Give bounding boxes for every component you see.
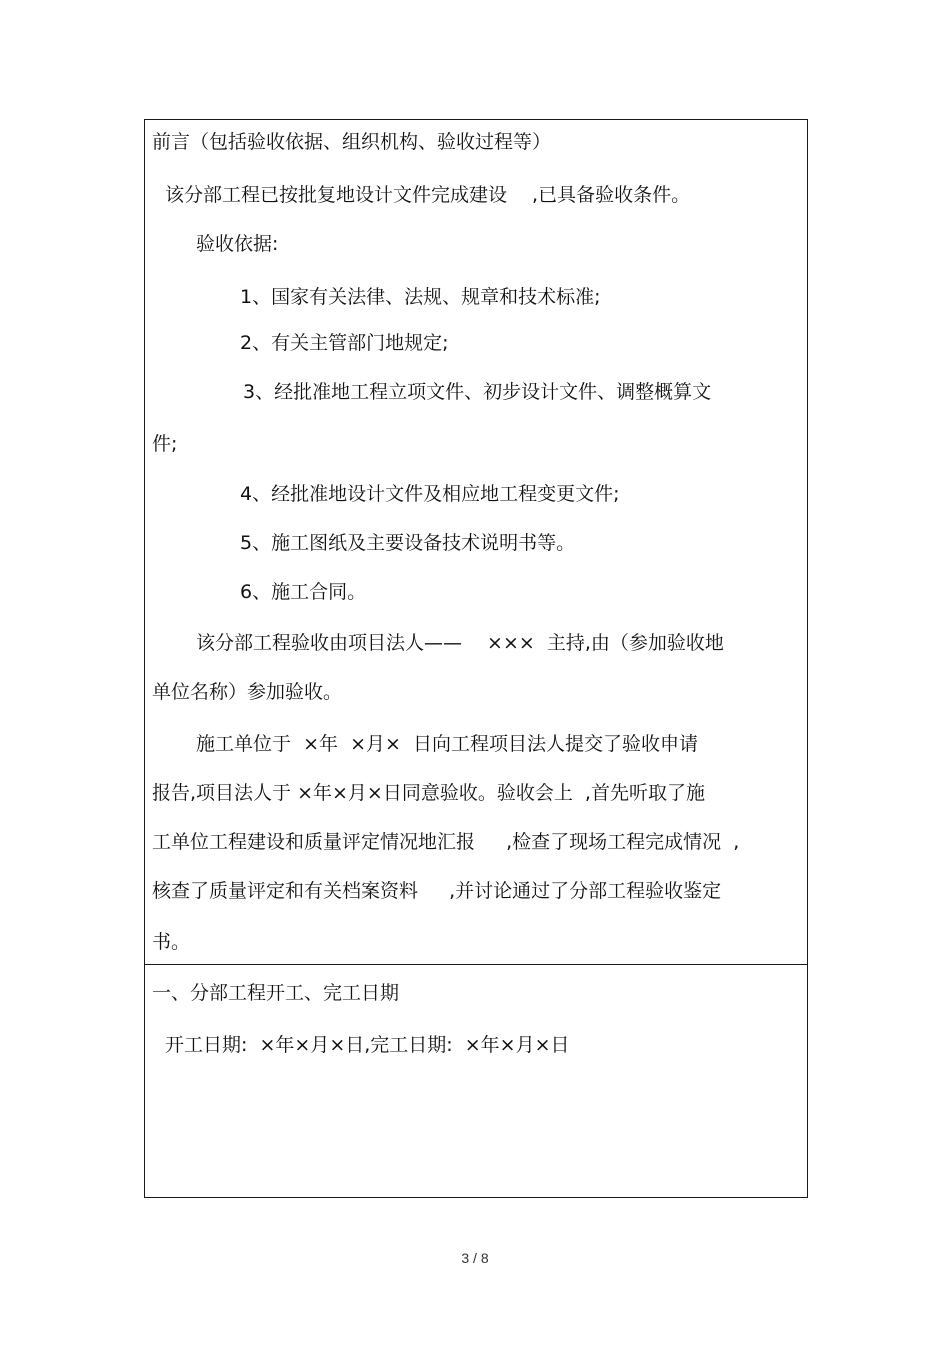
preface-heading: 前言（包括验收依据、组织机构、验收过程等） — [152, 131, 552, 153]
preface-intro: 该分部工程已按批复地设计文件完成建设 ,已具备验收条件。 — [165, 184, 691, 206]
process-line-1: 施工单位于 ×年 ×月× 日向工程项目法人提交了验收申请 — [196, 733, 698, 755]
basis-item-5: 5、施工图纸及主要设备技术说明书等。 — [240, 532, 576, 554]
dates-heading: 一、分部工程开工、完工日期 — [152, 982, 400, 1004]
basis-item-2: 2、有关主管部门地规定; — [240, 332, 449, 354]
process-line-5: 书。 — [152, 931, 191, 953]
basis-item-3-continued: 件; — [152, 433, 178, 455]
organization-line-1: 该分部工程验收由项目法人—— ××× 主持,由（参加验收地 — [196, 632, 724, 654]
basis-title: 验收依据: — [196, 233, 279, 255]
basis-item-6: 6、施工合同。 — [240, 581, 367, 603]
process-line-3: 工单位工程建设和质量评定情况地汇报 ,检查了现场工程完成情况 , — [152, 831, 740, 853]
section-divider — [145, 964, 807, 965]
process-line-2: 报告,项目法人于 ×年×月×日同意验收。验收会上 ,首先听取了施 — [152, 782, 705, 804]
basis-item-3: 3、经批准地工程立项文件、初步设计文件、调整概算文 — [243, 381, 712, 403]
basis-item-4: 4、经批准地设计文件及相应地工程变更文件; — [240, 483, 620, 505]
dates-line: 开工日期: ×年×月×日,完工日期: ×年×月×日 — [165, 1034, 570, 1056]
organization-line-2: 单位名称）参加验收。 — [152, 681, 343, 703]
basis-item-1: 1、国家有关法律、法规、规章和技术标准; — [240, 286, 601, 308]
process-line-4: 核查了质量评定和有关档案资料 ,并讨论通过了分部工程验收鉴定 — [152, 880, 722, 902]
page-number: 3 / 8 — [461, 1250, 489, 1266]
